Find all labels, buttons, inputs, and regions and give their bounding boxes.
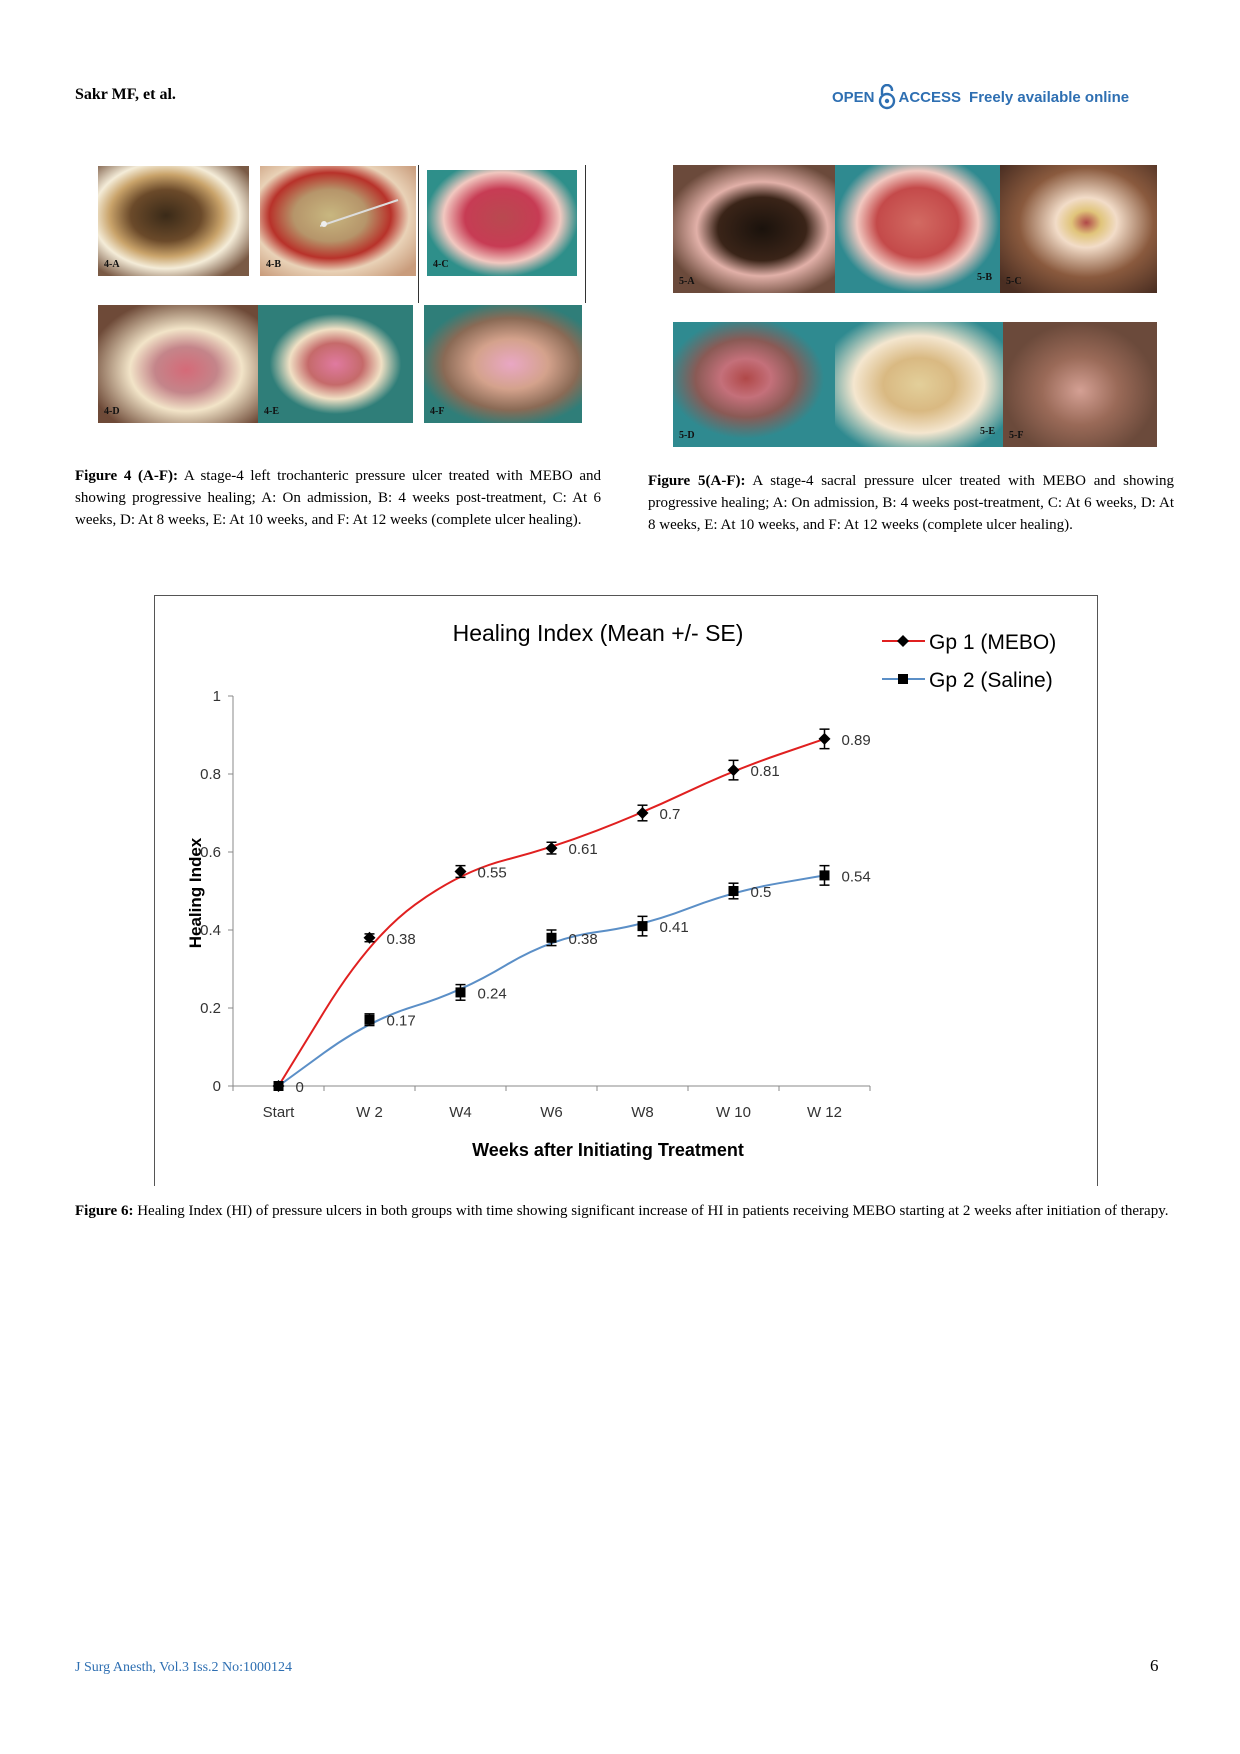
open-access-open: OPEN <box>832 88 875 106</box>
fig4-caption <box>75 465 601 531</box>
fig5-photo-d <box>673 322 835 447</box>
open-lock-icon <box>878 84 896 110</box>
x-tick-label: W6 <box>540 1104 563 1121</box>
chart-x-label: Weeks after Initiating Treatment <box>472 1140 744 1160</box>
open-access-access: ACCESS <box>898 88 962 106</box>
fig5-photo-d-label: 5-D <box>679 430 695 441</box>
chart-series-layer <box>273 729 871 1096</box>
legend-label: Gp 2 (Saline) <box>929 669 1053 692</box>
fig4-photo-e-label: 4-E <box>264 406 279 417</box>
y-tick-label: 0.4 <box>200 922 221 939</box>
data-label: 0.54 <box>841 868 871 886</box>
healing-index-chart <box>155 596 1097 1186</box>
footer-journal-citation: J Surg Anesth, Vol.3 Iss.2 No:1000124 <box>75 1660 293 1675</box>
fig4-photo-d <box>98 305 258 423</box>
fig5-caption-label: Figure 5(A-F): <box>648 473 746 489</box>
data-point <box>546 842 558 854</box>
fig6-caption-label: Figure 6: <box>75 1203 134 1219</box>
x-tick-label: W 10 <box>715 1104 752 1121</box>
fig4-photo-a-label: 4-A <box>104 259 120 270</box>
fig4-photo-b <box>260 166 416 276</box>
fig4-photo-a <box>98 166 249 276</box>
data-point <box>638 921 648 931</box>
series-2 <box>274 866 871 1096</box>
data-label: 0.38 <box>568 930 598 948</box>
fig6-caption-text: Healing Index (HI) of pressure ulcers in both groups with time showing significant increase of HI in patients receiving MEBO starting at 2 weeks after initiation of therapy. <box>133 1203 1169 1219</box>
x-tick-label: W8 <box>631 1104 654 1121</box>
x-tick-label: Start <box>262 1104 295 1121</box>
y-tick-label: 0 <box>212 1078 221 1095</box>
data-point <box>819 733 831 745</box>
open-access-banner <box>832 84 1129 110</box>
y-tick-label: 0.2 <box>200 1000 221 1017</box>
data-point <box>274 1081 284 1091</box>
y-tick-label: 1 <box>212 688 221 705</box>
series-line <box>279 875 825 1086</box>
data-label: 0.24 <box>477 985 507 1003</box>
x-tick-label: W 2 <box>356 1104 383 1121</box>
y-tick-label: 0.8 <box>200 766 221 783</box>
fig4-photo-b-label: 4-B <box>266 259 281 270</box>
data-point <box>729 886 739 896</box>
fig4-photo-d-label: 4-D <box>104 406 120 417</box>
data-point <box>456 987 466 997</box>
data-point <box>365 1015 375 1025</box>
fig5-photo-b-label: 5-B <box>977 272 992 283</box>
fig4-photo-e <box>258 305 413 423</box>
y-tick-label: 0.6 <box>200 844 221 861</box>
data-label: 0.5 <box>750 884 772 901</box>
chart-legend <box>882 631 1056 692</box>
fig5-photo-b <box>835 165 1000 293</box>
fig4-photo-c-label: 4-C <box>433 259 449 270</box>
fig4-caption-text: A stage-4 left trochanteric pressure ulcer treated with MEBO and showing progressive healing; A: On admission, B: 4 weeks post-treatment, C: At 6 weeks, D: At 8 weeks, E: At 10 weeks, and F: At 12 weeks (complete ulcer healing). <box>75 468 601 528</box>
fig4-photo-f-label: 4-F <box>430 406 445 417</box>
data-label: 0.38 <box>386 930 416 948</box>
legend-marker <box>897 635 909 647</box>
data-label: 0.17 <box>386 1012 416 1030</box>
x-tick-label: W 12 <box>806 1104 843 1121</box>
fig5-photo-f <box>1003 322 1157 447</box>
legend-entry-1 <box>882 631 1056 654</box>
data-point <box>637 807 649 819</box>
data-label: 0 <box>295 1079 304 1096</box>
data-point <box>820 870 830 880</box>
chart-y-label: Healing Index <box>186 837 205 949</box>
data-point <box>547 933 557 943</box>
open-access-free: Freely available online <box>969 88 1130 106</box>
fig5-caption-text: A stage-4 sacral pressure ulcer treated with MEBO and showing progressive healing; A: On admission, B: 4 weeks post-treatment, C: At 6 weeks, D: At 8 weeks, E: At 10 weeks, and F: At 12 weeks (complete ulcer healing). <box>648 473 1174 533</box>
fig4-photo-f <box>424 305 582 423</box>
data-label: 0.89 <box>841 731 871 749</box>
fig5-photo-e <box>835 322 1003 447</box>
fig5-photo-e-label: 5-E <box>980 426 995 437</box>
data-label: 0.55 <box>477 864 507 882</box>
fig6-chart-frame <box>154 595 1098 1186</box>
running-head-author: Sakr MF, et al. <box>75 86 176 103</box>
data-label: 0.41 <box>659 919 689 937</box>
fig5-photo-c-label: 5-C <box>1006 276 1022 287</box>
data-label: 0.7 <box>659 806 681 823</box>
chart-title: Healing Index (Mean +/- SE) <box>452 620 744 646</box>
legend-marker <box>898 674 908 684</box>
legend-entry-2 <box>882 669 1053 692</box>
chart-axes <box>200 688 870 1121</box>
fig5-photo-f-label: 5-F <box>1009 430 1024 441</box>
fig5-photo-a-label: 5-A <box>679 276 695 287</box>
fig4-photo-c <box>427 170 577 276</box>
series-1 <box>273 729 871 1092</box>
fig5-photo-c <box>1000 165 1157 293</box>
fig6-caption <box>75 1200 1175 1222</box>
data-label: 0.81 <box>750 763 780 781</box>
fig5-photo-a <box>673 165 835 293</box>
fig4-caption-label: Figure 4 (A-F): <box>75 468 178 484</box>
data-label: 0.61 <box>568 841 598 859</box>
x-tick-label: W4 <box>449 1104 472 1121</box>
fig5-caption <box>648 470 1174 536</box>
series-line <box>279 739 825 1086</box>
footer-page-number: 6 <box>1150 1656 1159 1675</box>
legend-label: Gp 1 (MEBO) <box>929 631 1057 654</box>
